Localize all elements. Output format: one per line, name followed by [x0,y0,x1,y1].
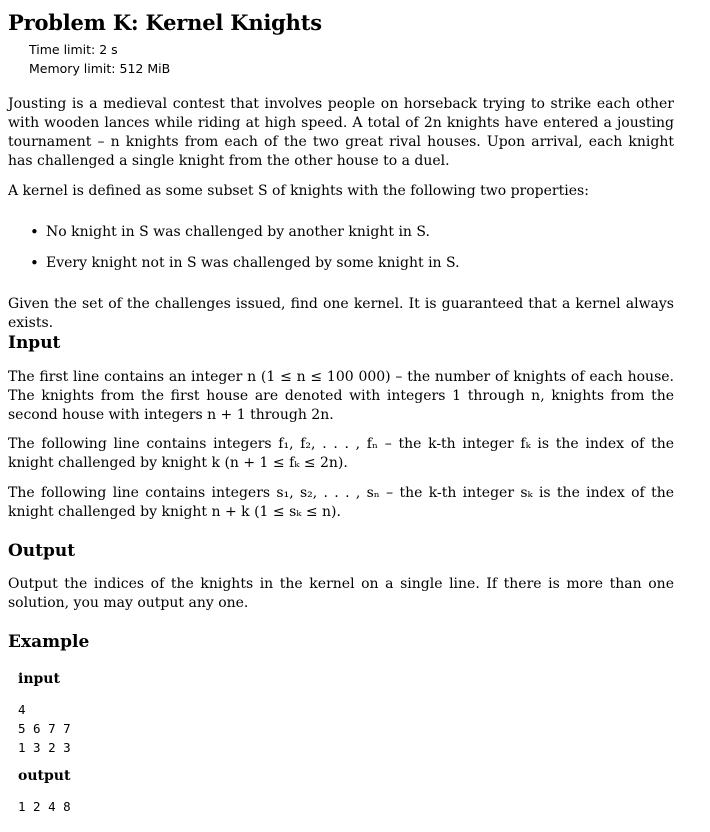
statement-paragraph-3: Given the set of the challenges issued, find one kernel. It is guaranteed that a kernel always exists. [8,296,674,331]
output-heading: Output [8,541,76,561]
input-paragraph-2: The following line contains integers f₁, f₂, . . . , fₙ – the k-th integer fₖ is the index of the knight challenged by knight k (n + 1 ≤ fₖ ≤ 2n). [8,436,674,471]
example-output-label: output [18,768,71,784]
input-paragraph-1: The first line contains an integer n (1 ≤ n ≤ 100 000) – the number of knights of each house. The knights from the first house are denoted with integers 1 through n, knights from the second house with integers n + 1 through 2n. [8,369,674,423]
example-heading: Example [8,632,90,652]
statement-paragraph-1: Jousting is a medieval contest that involves people on horseback trying to strike each other with wooden lances while riding at high speed. A total of 2n knights have entered a jousting tournament – n knights from each of the two great rival houses. Upon arrival, each knight has challenged a single knight from the other house to a duel. [8,96,674,169]
kernel-property-2: • Every knight not in S was challenged by some knight in S. [30,254,460,285]
limits-block [29,40,170,78]
time-limit: Time limit: 2 s [29,42,118,57]
input-heading: Input [8,333,61,353]
kernel-property-1: • No knight in S was challenged by another knight in S. [30,223,460,254]
kernel-properties-list [30,223,460,285]
output-paragraph-1: Output the indices of the knights in the kernel on a single line. If there is more than one solution, you may output any one. [8,576,674,611]
input-paragraph-3: The following line contains integers s₁, s₂, . . . , sₙ – the k-th integer sₖ is the index of the knight challenged by knight n + k (1 ≤ sₖ ≤ n). [8,485,674,520]
example-input-label: input [18,671,60,687]
example-input-text: 4 5 6 7 7 1 3 2 3 [18,702,71,755]
example-output-text: 1 2 4 8 [18,799,71,814]
problem-title: Problem K: Kernel Knights [8,10,322,35]
statement-paragraph-2: A kernel is defined as some subset S of knights with the following two properties: [8,183,589,199]
memory-limit: Memory limit: 512 MiB [29,61,171,76]
